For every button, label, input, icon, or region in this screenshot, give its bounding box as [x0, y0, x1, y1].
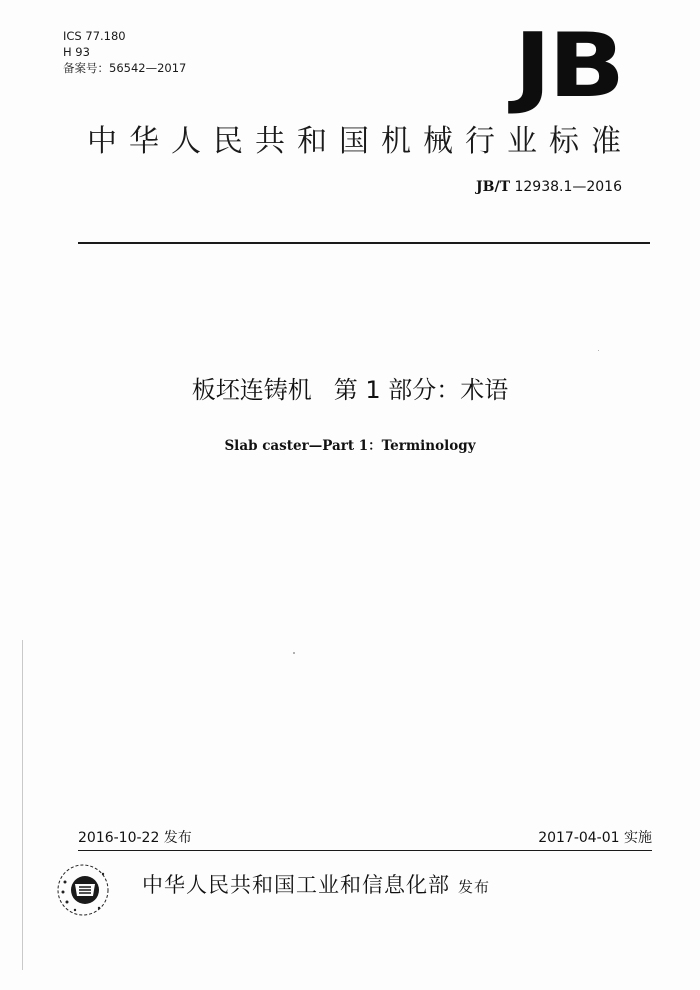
issuer-name: 中华人民共和国工业和信息化部: [142, 873, 450, 897]
standard-code: 12938.1—2016: [510, 179, 622, 195]
scan-speck: [598, 350, 599, 351]
document-title: [0, 373, 700, 407]
english-title: Slab caster—Part 1：Terminology: [224, 438, 476, 454]
issuer-suffix: 发布: [458, 878, 491, 896]
top-rule: [78, 242, 650, 244]
title-main: 板坯连铸机: [191, 376, 312, 404]
scan-speck: [293, 652, 295, 654]
organization-title: 中华人民共和国机械行业标准: [87, 124, 633, 159]
filing-number: 备案号：56542—2017: [63, 61, 187, 75]
classification-block: [63, 28, 186, 76]
implementation-date: 2017-04-01 实施: [538, 830, 652, 846]
bottom-rule: [78, 850, 652, 851]
ministry-seal-icon: [55, 862, 111, 918]
scan-edge-line: [22, 640, 23, 970]
title-part: 第 1 部分：术语: [333, 376, 509, 404]
issue-date: 2016-10-22 发布: [78, 830, 192, 846]
standard-number: [476, 178, 622, 196]
standard-prefix: JB/T: [476, 179, 511, 195]
jb-logo: JB: [514, 14, 622, 117]
class-code: H 93: [63, 45, 90, 59]
issuing-authority: [142, 870, 490, 902]
ics-code: ICS 77.180: [63, 29, 126, 43]
